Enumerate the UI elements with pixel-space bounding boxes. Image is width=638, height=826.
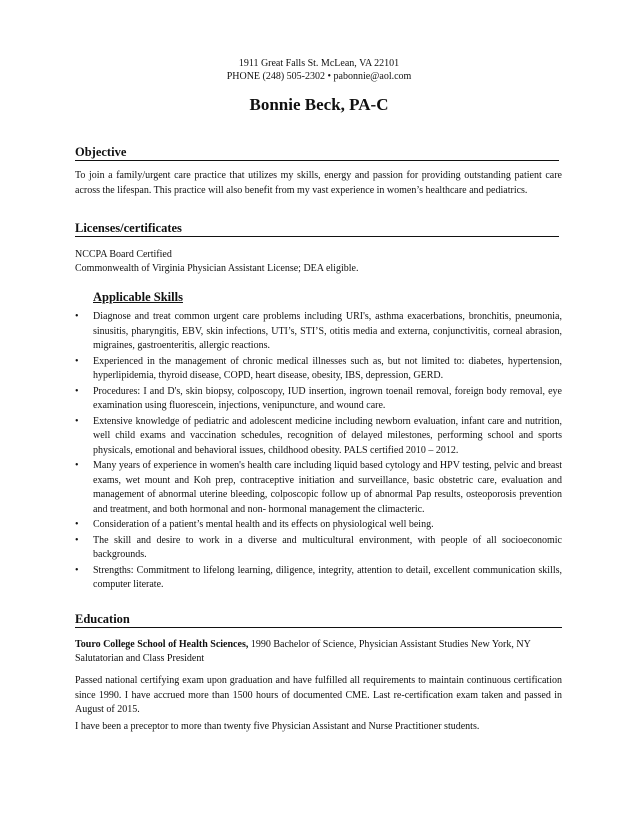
bullet-icon: • [75,415,79,427]
candidate-name: Bonnie Beck, PA-C [249,95,389,114]
school-name: Touro College School of Health Sciences, [75,639,249,650]
licenses-heading-label: Licenses/certificates [75,221,182,235]
list-item [75,534,562,563]
license-line-2: Commonwealth of Virginia Physician Assistant License; DEA eligible. [75,263,359,274]
contact-address: 1911 Great Falls St. McLean, VA 22101 [238,58,400,69]
skill-text: Extensive knowledge of pediatric and adolescent medicine including newborn evaluation, infant care and nutrition, well child exams and vaccination schedules, recognition of delayed milestones, performing school and sports physicals, emotional and behavioral issues, childhood obesity. PALS certified 2010 – 2012. [93,415,562,456]
list-item [75,415,562,459]
skill-text: Consideration of a patient’s mental health and its effects on physiological well being. [93,519,434,530]
skill-text: Many years of experience in women's health care including liquid based cytology and HPV testing, pelvic and breast exams, wet mount and Koh prep, contraceptive initiation and surveillance, basic obstetric care, evaluation and management of abnormal uterine bleeding, colposcopic follow up of abnormal Pap results, osteoporosis prevention and treatment, and both hormonal and non- hormonal management the climacteric. [93,460,562,515]
list-item [75,459,562,517]
objective-text: To join a family/urgent care practice that utilizes my skills, energy and passion for providing outstanding patient care across the lifespan. This practice will also benefit from my vast experience in women’s healthcare and pediatrics. [75,170,562,196]
licenses-heading [75,221,559,237]
education-certification-text: Passed national certifying exam upon graduation and have fulfilled all requirements to maintain continuous certification since 1990. I have accrued more than 1500 hours of documented CME. Last re-certification exam taken and passed in August of 2015. [75,675,562,715]
skill-text: Procedures: I and D's, skin biopsy, colposcopy, IUD insertion, ingrown toenail removal, foreign body removal, eye examination using fluorescein, injections, venipuncture, and wound care. [93,385,562,411]
skills-list [75,310,562,594]
education-preceptor-text: I have been a preceptor to more than twenty five Physician Assistant and Nurse Practitioner students. [75,721,480,732]
skill-text: Strengths: Commitment to lifelong learning, diligence, integrity, attention to detail, excellent communication skills, computer literate. [93,564,562,590]
bullet-icon: • [75,385,79,397]
list-item [75,310,562,354]
list-item [75,564,562,593]
list-item [75,355,562,384]
objective-heading-label: Objective [75,145,127,159]
skill-text: The skill and desire to work in a diverse and multicultural environment, with people of all socioeconomic backgrounds. [93,534,562,560]
bullet-icon: • [75,519,79,530]
bullet-icon: • [75,564,79,576]
skills-heading: Applicable Skills [93,290,183,304]
skill-text: Experienced in the management of chronic medical illnesses such as, but not limited to: diabetes, hypertension, hyperlipidemia, thyroid disease, COPD, heart disease, obesity, IBS, depression, GERD. [93,355,562,381]
bullet-icon: • [75,460,79,471]
degree-details: 1990 Bachelor of Science, Physician Assistant Studies New York, NY [248,639,531,650]
bullet-icon: • [75,355,79,367]
objective-heading [75,145,559,161]
skill-text: Diagnose and treat common urgent care problems including URI's, asthma exacerbations, bronchitis, pneumonia, sinusitis, pharyngitis, EBV, skin infections, UTI’s, STI’S, otitis media and externa, conjunctivitis, corneal abrasion, migraines, gastroenteritis, allergic reactions. [93,311,562,351]
contact-phone-email: PHONE (248) 505-2302 • pabonnie@aol.com [226,71,412,82]
education-heading-label: Education [75,612,130,626]
education-heading [75,612,562,628]
bullet-icon: • [75,311,79,322]
education-honors: Salutatorian and Class President [75,653,205,664]
list-item [75,385,562,414]
list-item [75,518,562,533]
license-line-1: NCCPA Board Certified [75,249,172,260]
education-school-line [75,638,562,653]
bullet-icon: • [75,534,79,546]
